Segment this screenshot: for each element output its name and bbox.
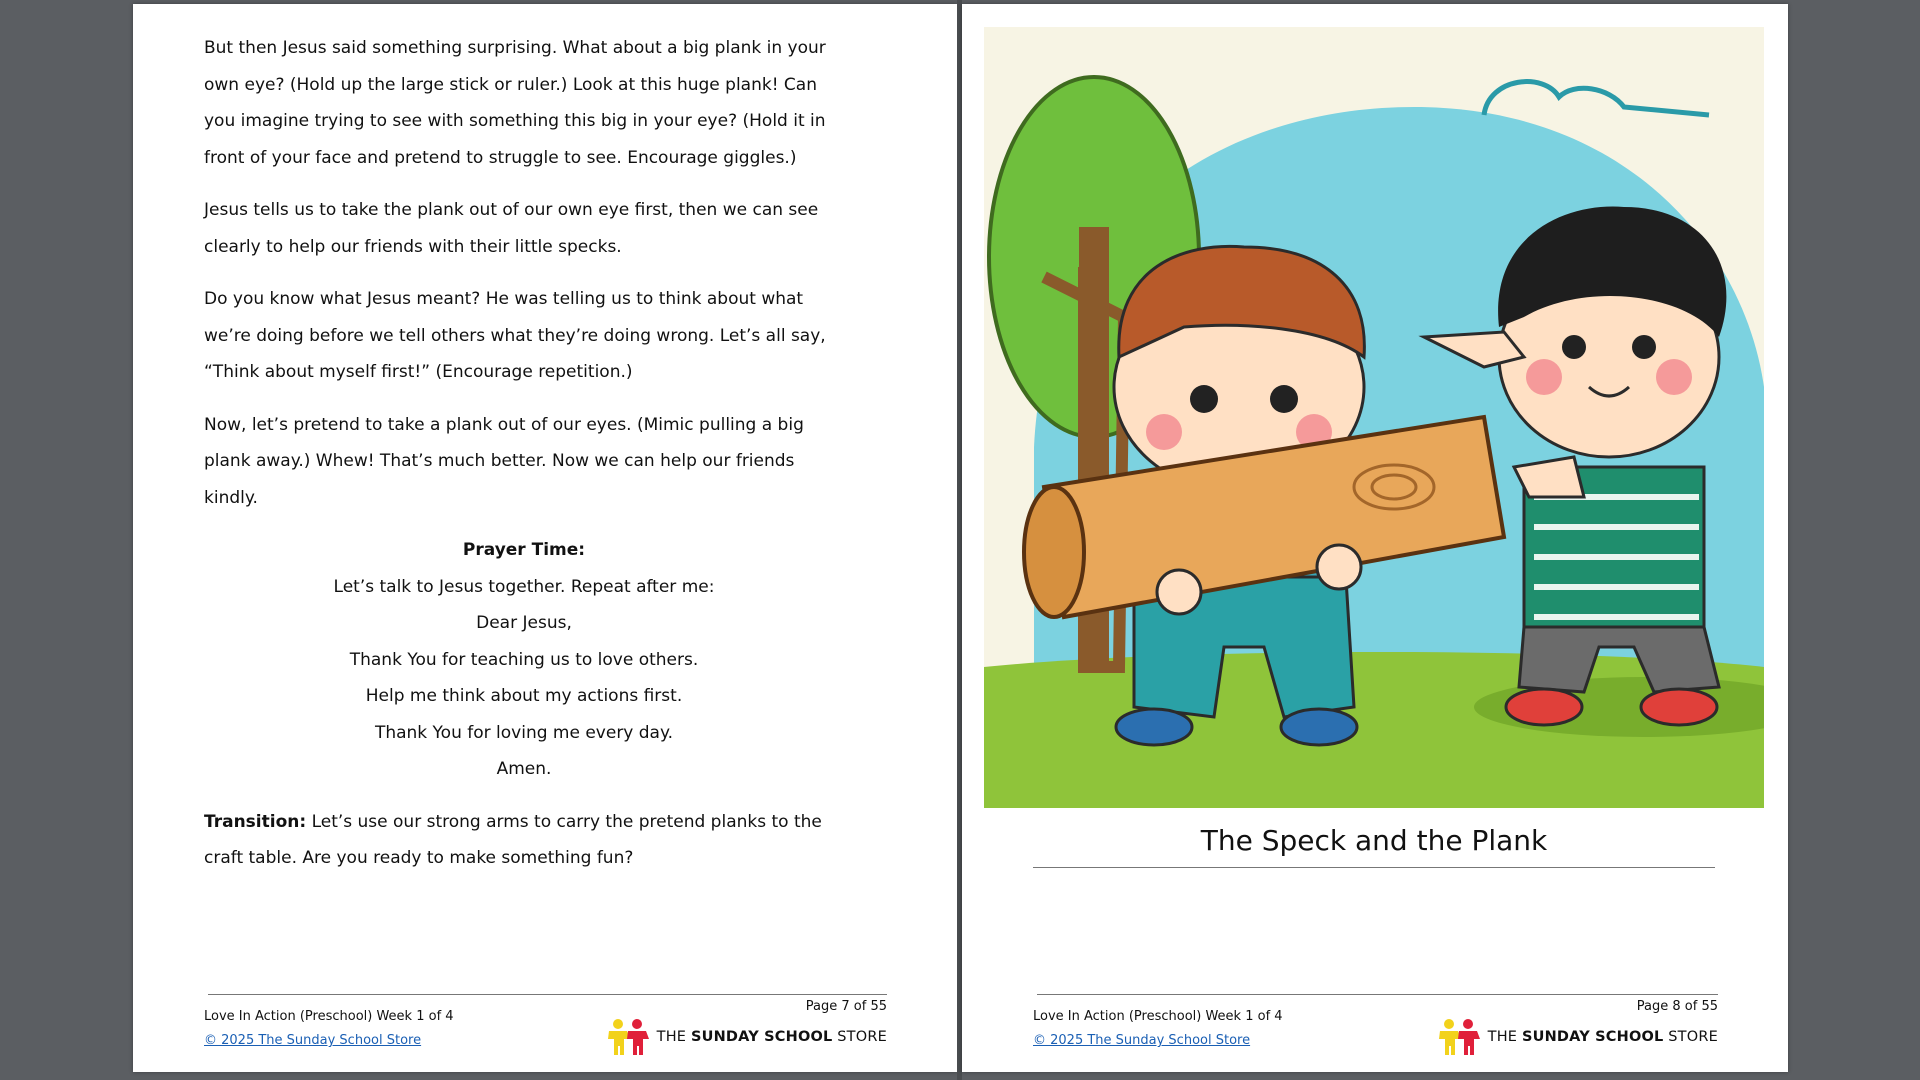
- lesson-text: [204, 30, 844, 893]
- paragraph-take-plank-out: Jesus tells us to take the plank out of our own eye first, then we can see clearly to help our friends with their little specks.: [204, 200, 819, 257]
- logo-text: THE SUNDAY SCHOOL STORE: [1487, 1029, 1718, 1045]
- transition-text: Let’s use our strong arms to carry the pretend planks to the craft table. Are you ready to make something fun?: [204, 811, 822, 868]
- transition-paragraph: [204, 804, 844, 877]
- prayer-section: [204, 532, 844, 788]
- page-footer: [204, 994, 887, 1054]
- course-title: Love In Action (Preschool) Week 1 of 4: [1033, 1009, 1283, 1024]
- paragraph-what-jesus-meant: Do you know what Jesus meant? He was telling us to think about what we’re doing before we tell others what they’re doing wrong. Let’s all say, “Think about myself first!” (Encourage repetition.): [204, 289, 826, 382]
- footer-rule: [1037, 994, 1718, 995]
- copyright-link[interactable]: © 2025 The Sunday School Store: [204, 1033, 422, 1048]
- page-footer: [1033, 994, 1718, 1054]
- page-number: Page 8 of 55: [1636, 999, 1718, 1014]
- copyright-link[interactable]: © 2025 The Sunday School Store: [1033, 1033, 1251, 1048]
- prayer-line: Dear Jesus,: [476, 613, 572, 633]
- page-number: Page 7 of 55: [805, 999, 887, 1014]
- footer-rule: [208, 994, 887, 995]
- prayer-line: Thank You for loving me every day.: [374, 722, 674, 743]
- paragraph-plank: But then Jesus said something surprising. What about a big plank in your own eye? (Hold up the large stick or ruler.) Look at this huge plank! Can you imagine trying to see with something this big in your eye? (Hold it in front of your face and pretend to struggle to see. Encourage giggles.): [204, 38, 826, 168]
- logo-text: THE SUNDAY SCHOOL STORE: [656, 1029, 887, 1045]
- prayer-line: Amen.: [496, 759, 552, 779]
- people-logo-icon: [605, 1018, 651, 1056]
- transition-label: Transition:: [204, 811, 307, 832]
- prayer-line: Help me think about my actions first.: [365, 686, 683, 706]
- store-logo: [605, 1018, 887, 1056]
- prayer-heading: Prayer Time:: [462, 540, 586, 560]
- left-page: [133, 4, 957, 1072]
- prayer-line: Thank You for teaching us to love others.: [349, 649, 699, 670]
- illustration-caption: The Speck and the Plank: [1200, 824, 1548, 857]
- caption-rule: [1033, 867, 1715, 868]
- store-logo: [1436, 1018, 1718, 1056]
- course-title: Love In Action (Preschool) Week 1 of 4: [204, 1009, 454, 1024]
- paragraph-pretend: Now, let’s pretend to take a plank out of our eyes. (Mimic pulling a big plank away.) Whew! That’s much better. Now we can help our friends kindly.: [204, 414, 804, 508]
- people-logo-icon: [1436, 1018, 1482, 1056]
- boy-holding-plank-illustration-icon: [984, 27, 1764, 808]
- right-page: [962, 4, 1788, 1072]
- prayer-line: Let’s talk to Jesus together. Repeat after me:: [333, 576, 715, 597]
